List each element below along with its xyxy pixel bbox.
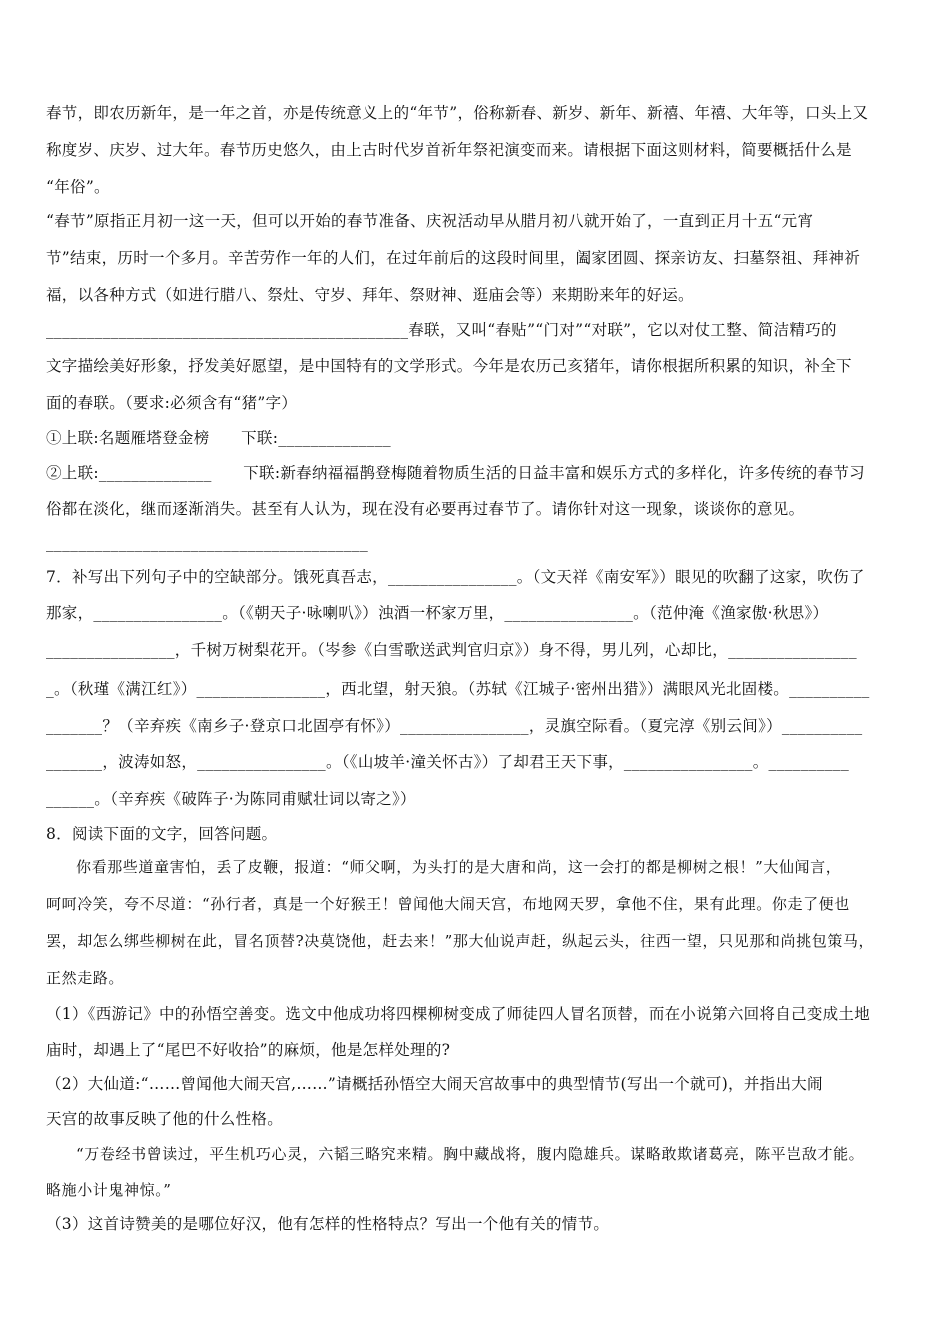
text-line: 庙时，却遇上了“尾巴不好收拾”的麻烦，他是怎样处理的? [46, 1041, 451, 1059]
text-line: _____________________________________________春联，又叫“春贴”“门对”“对联”，它以对仗工整、简洁精巧的 [46, 321, 837, 339]
text-line: 春节，即农历新年，是一年之首，亦是传统意义上的“年节”，俗称新春、新岁、新年、新禧、年禧、大年等，口头上又 [46, 104, 869, 122]
text-line: ________________，千树万树梨花开。（岑参《白雪歌送武判官归京》）身不得，男儿列，心却比，________________ [46, 641, 857, 659]
text-line: 天宫的故事反映了他的什么性格。 [46, 1110, 284, 1128]
text-line: 呵呵冷笑，夸不尽道：“孙行者，真是一个好猴王！曾闻他大闹天宫，布地网天罗，拿他不住，果有此理。你走了便也 [46, 895, 850, 913]
text-line: _______，波涛如怒，________________。（《山坡羊·潼关怀古》）了却君王天下事，________________。__________ [46, 753, 850, 771]
text-line: 面的春联。（要求:必须含有“猪”字） [46, 394, 298, 412]
text-line: 福，以各种方式（如进行腊八、祭灶、守岁、拜年、祭财神、逛庙会等）来期盼来年的好运。 [46, 286, 694, 304]
text-line: _______？（辛弃疾《南乡子·登京口北固亭有怀》）________________，灵旗空际看。（夏完淳《别云间》）__________ [46, 717, 863, 735]
text-line: 8．阅读下面的文字，回答问题。 [46, 825, 278, 843]
text-line: “万卷经书曾读过，平生机巧心灵，六韬三略究来精。胸中藏战将，腹内隐雄兵。谋略敢欺诸葛亮，陈平岂敌才能。 [76, 1145, 865, 1163]
text-line: 7．补写出下列句子中的空缺部分。饿死真吾志，________________。（文天祥《南安军》）眼见的吹翻了这家，吹伤了 [46, 568, 865, 586]
text-line: ①上联:名题雁塔登金榜 下联:______________ [46, 429, 391, 447]
text-line: 称度岁、庆岁、过大年。春节历史悠久，由上古时代岁首祈年祭祀演变而来。请根据下面这则材料，简要概括什么是 [46, 141, 852, 159]
text-line: （1）《西游记》中的孙悟空善变。选文中他成功将四棵柳树变成了师徒四人冒名顶替，而在小说第六回将自己变成土地 [46, 1005, 871, 1023]
text-line: ________________________________________ [46, 534, 368, 552]
text-line: 俗都在淡化，继而逐渐消失。甚至有人认为，现在没有必要再过春节了。请你针对这一现象，谈谈你的意见。 [46, 500, 805, 518]
text-line: 节”结束，历时一个多月。辛苦劳作一年的人们，在过年前后的这段时间里，阖家团圆、探亲访友、扫墓祭祖、拜神祈 [46, 249, 861, 267]
text-line: 你看那些道童害怕，丢了皮鞭，报道：“师父啊，为头打的是大唐和尚，这一会打的都是柳树之根！”大仙闻言， [76, 858, 842, 876]
text-line: （2）大仙道:“……曾闻他大闹天宫,……”请概括孙悟空大闹天宫故事中的典型情节(写出一个就可)，并指出大闹 [46, 1075, 823, 1093]
text-line: “年俗”。 [46, 178, 110, 196]
text-line: 正然走路。 [46, 969, 125, 987]
text-line: 那家，________________。（《朝天子·咏喇叭》）浊酒一杯家万里，________________。（范仲淹《渔家傲·秋思》） [46, 604, 829, 622]
text-line: ②上联:______________ 下联:新春纳福福鹊登梅随着物质生活的日益丰富和娱乐方式的多样化，许多传统的春节习 [46, 464, 865, 482]
text-line: _。（秋瑾《满江红》）________________，西北望，射天狼。（苏轼《江城子·密州出猎》）满眼风光北固楼。__________ [46, 680, 870, 698]
text-line: 略施小计鬼神惊。” [46, 1181, 172, 1199]
text-line: （3）这首诗赞美的是哪位好汉，他有怎样的性格特点？写出一个他有关的情节。 [46, 1215, 610, 1233]
text-line: 罢，却怎么绑些柳树在此，冒名顶替?决莫饶他，赶去来！”那大仙说声赶，纵起云头，往西一望，只见那和尚挑包策马， [46, 932, 875, 950]
text-line: ______。（辛弃疾《破阵子·为陈同甫赋壮词以寄之》） [46, 790, 416, 808]
text-line: “春节”原指正月初一这一天，但可以开始的春节准备、庆祝活动早从腊月初八就开始了，一直到正月十五“元宵 [46, 212, 814, 230]
text-line: 文字描绘美好形象，抒发美好愿望，是中国特有的文学形式。今年是农历己亥猪年，请你根据所积累的知识，补全下 [46, 357, 852, 375]
